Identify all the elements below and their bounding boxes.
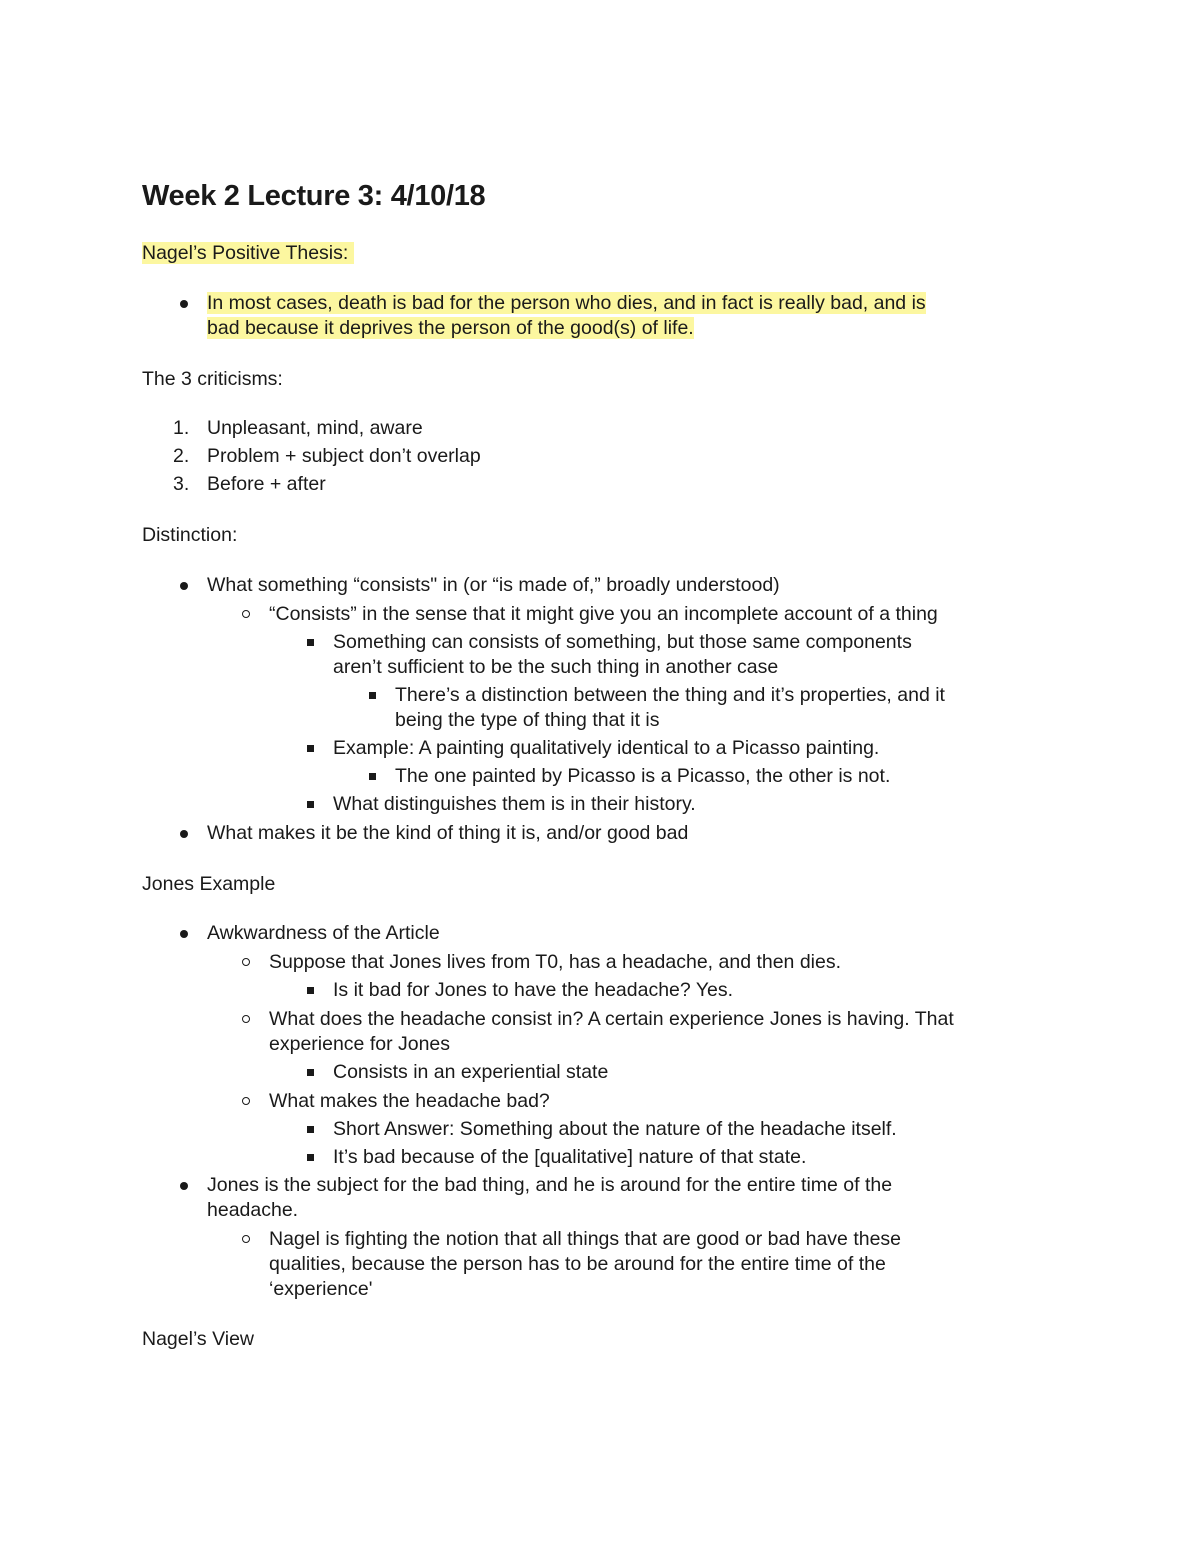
list-item: “Consists” in the sense that it might give you an incomplete account of a thing xyxy=(269,603,938,625)
list-item: Suppose that Jones lives from T0, has a headache, and then dies. xyxy=(269,951,842,973)
list-item: What makes it be the kind of thing it is, and/or good bad xyxy=(207,822,689,844)
bullet-circle-icon xyxy=(242,1235,250,1243)
bullet-square-icon xyxy=(369,773,376,780)
bullet-disc-icon xyxy=(180,1182,188,1190)
bullet-square-icon xyxy=(307,639,314,646)
list-item: Is it bad for Jones to have the headache? Yes. xyxy=(333,979,734,1001)
list-item: Consists in an experiential state xyxy=(333,1061,609,1083)
section-heading-criticisms: The 3 criticisms: xyxy=(142,368,283,390)
bullet-square-icon xyxy=(307,1069,314,1076)
bullet-circle-icon xyxy=(242,958,250,966)
list-item-continuation: qualities, because the person has to be around for the entire time of the xyxy=(269,1253,886,1275)
list-item: What makes the headache bad? xyxy=(269,1090,550,1112)
section-heading-positive-thesis xyxy=(142,241,354,266)
highlighted-text: In most cases, death is bad for the person who dies, and in fact is really bad, and is xyxy=(207,292,926,314)
list-item: Something can consists of something, but those same components xyxy=(333,631,912,653)
list-item: It’s bad because of the [qualitative] nature of that state. xyxy=(333,1146,807,1168)
criticism-item: Problem + subject don’t overlap xyxy=(207,445,481,467)
bullet-circle-icon xyxy=(242,610,250,618)
list-item: The one painted by Picasso is a Picasso, the other is not. xyxy=(395,765,891,787)
bullet-square-icon xyxy=(307,1154,314,1161)
list-item-continuation: ‘experience' xyxy=(269,1278,373,1300)
list-item: What something “consists" in (or “is made of,” broadly understood) xyxy=(207,574,780,596)
list-number: 2. xyxy=(173,445,190,467)
list-item: What does the headache consist in? A certain experience Jones is having. That xyxy=(269,1008,954,1030)
bullet-square-icon xyxy=(369,692,376,699)
thesis-line-1 xyxy=(207,291,926,316)
bullet-square-icon xyxy=(307,1126,314,1133)
bullet-disc-icon xyxy=(180,830,188,838)
bullet-square-icon xyxy=(307,801,314,808)
section-heading-distinction: Distinction: xyxy=(142,524,238,546)
bullet-disc-icon xyxy=(180,582,188,590)
highlighted-heading: Nagel’s Positive Thesis: xyxy=(142,242,349,264)
bullet-square-icon xyxy=(307,745,314,752)
criticism-item: Before + after xyxy=(207,473,326,495)
list-item: Example: A painting qualitatively identical to a Picasso painting. xyxy=(333,737,880,759)
bullet-circle-icon xyxy=(242,1015,250,1023)
bullet-square-icon xyxy=(307,987,314,994)
list-item: There’s a distinction between the thing and it’s properties, and it xyxy=(395,684,945,706)
list-item: Short Answer: Something about the nature of the headache itself. xyxy=(333,1118,897,1140)
bullet-disc-icon xyxy=(180,300,188,308)
page-title: Week 2 Lecture 3: 4/10/18 xyxy=(142,180,486,212)
list-number: 1. xyxy=(173,417,190,439)
list-number: 3. xyxy=(173,473,190,495)
bullet-circle-icon xyxy=(242,1097,250,1105)
highlighted-text: bad because it deprives the person of the good(s) of life. xyxy=(207,317,694,339)
bullet-disc-icon xyxy=(180,930,188,938)
list-item: Nagel is fighting the notion that all things that are good or bad have these xyxy=(269,1228,902,1250)
criticism-item: Unpleasant, mind, aware xyxy=(207,417,423,439)
list-item-continuation: headache. xyxy=(207,1199,299,1221)
list-item-continuation: being the type of thing that it is xyxy=(395,709,660,731)
list-item: Awkwardness of the Article xyxy=(207,922,440,944)
section-heading-jones: Jones Example xyxy=(142,873,276,895)
list-item-continuation: experience for Jones xyxy=(269,1033,451,1055)
list-item: What distinguishes them is in their history. xyxy=(333,793,696,815)
list-item-continuation: aren’t sufficient to be the such thing in another case xyxy=(333,656,779,678)
section-heading-view: Nagel’s View xyxy=(142,1328,255,1350)
list-item: Jones is the subject for the bad thing, and he is around for the entire time of the xyxy=(207,1174,893,1196)
thesis-line-2 xyxy=(207,316,694,341)
